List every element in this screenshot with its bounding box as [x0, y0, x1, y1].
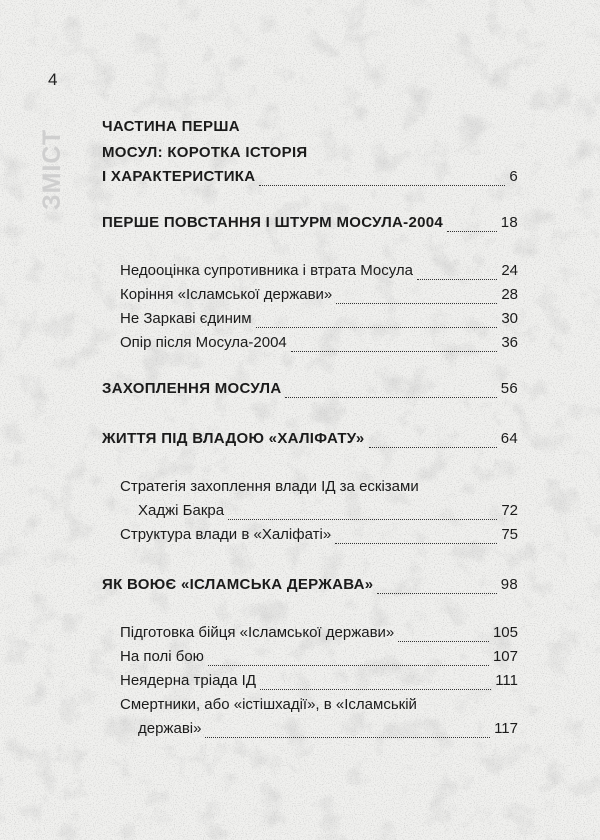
page-number: 4 [48, 70, 58, 89]
toc-part-one-line2: МОСУЛ: КОРОТКА ІСТОРІЯ [102, 144, 308, 161]
page-ref: 56 [500, 380, 518, 397]
side-label-contents: ЗМІСТ [38, 128, 66, 210]
toc-sub-entry[interactable]: Коріння «Ісламської держави» 28 [120, 284, 518, 306]
leader-dots [228, 507, 497, 520]
page-ref: 111 [495, 672, 518, 689]
toc-capture-entry[interactable]: ЗАХОПЛЕННЯ МОСУЛА 56 [102, 378, 518, 400]
toc-sub-entry[interactable]: Структура влади в «Халіфаті» 75 [120, 524, 518, 546]
page-ref: 64 [500, 430, 518, 447]
leader-dots [205, 725, 490, 738]
toc-uprising-entry[interactable]: ПЕРШЕ ПОВСТАННЯ І ШТУРМ МОСУЛА-2004 18 [102, 212, 518, 234]
page-ref: 30 [501, 310, 518, 327]
page-ref: 24 [501, 262, 518, 279]
toc-sub-entry[interactable]: державі» 117 [138, 718, 518, 740]
toc-war-entry[interactable]: ЯК ВОЮЄ «ІСЛАМСЬКА ДЕРЖАВА» 98 [102, 574, 518, 596]
page-ref: 107 [492, 648, 518, 665]
leader-dots [208, 653, 489, 666]
leader-dots [335, 531, 497, 544]
toc-sub-entry[interactable]: Хаджі Бакра 72 [138, 500, 518, 522]
leader-dots [259, 173, 505, 186]
toc-sub-entry[interactable]: Неядерна тріада ІД 111 [120, 670, 518, 692]
leader-dots [369, 435, 497, 448]
toc-sub-entry[interactable]: Підготовка бійця «Ісламської держави» 105 [120, 622, 518, 644]
page-ref: 75 [501, 526, 518, 543]
toc-part-one-line1: ЧАСТИНА ПЕРША [102, 118, 240, 135]
page-ref: 72 [501, 502, 518, 519]
toc-caliphate-entry[interactable]: ЖИТТЯ ПІД ВЛАДОЮ «ХАЛІФАТУ» 64 [102, 428, 518, 450]
toc-sub-entry[interactable]: На полі бою 107 [120, 646, 518, 668]
page-ref: 28 [501, 286, 518, 303]
toc-sub-entry[interactable]: Недооцінка супротивника і втрата Мосула 24 [120, 260, 518, 282]
toc-sub-entry-line1: Стратегія захоплення влади ІД за ескізами [120, 478, 419, 495]
leader-dots [285, 385, 496, 398]
page-ref: 117 [494, 720, 518, 737]
page-ref: 18 [500, 214, 518, 231]
toc-part-one-entry[interactable]: І ХАРАКТЕРИСТИКА 6 [102, 166, 518, 188]
leader-dots [447, 219, 497, 232]
page-ref: 105 [492, 624, 518, 641]
toc-sub-entry-line1: Смертники, або «істішхадії», в «Ісламській [120, 696, 417, 713]
leader-dots [260, 677, 491, 690]
leader-dots [256, 315, 498, 328]
leader-dots [377, 581, 496, 594]
leader-dots [291, 339, 498, 352]
leader-dots [336, 291, 497, 304]
page-ref: 6 [509, 168, 518, 185]
leader-dots [398, 629, 489, 642]
page-ref: 98 [500, 576, 518, 593]
leader-dots [417, 267, 497, 280]
toc-sub-entry[interactable]: Не Заркаві єдиним 30 [120, 308, 518, 330]
page-ref: 36 [501, 334, 518, 351]
toc-sub-entry[interactable]: Опір після Мосула-2004 36 [120, 332, 518, 354]
